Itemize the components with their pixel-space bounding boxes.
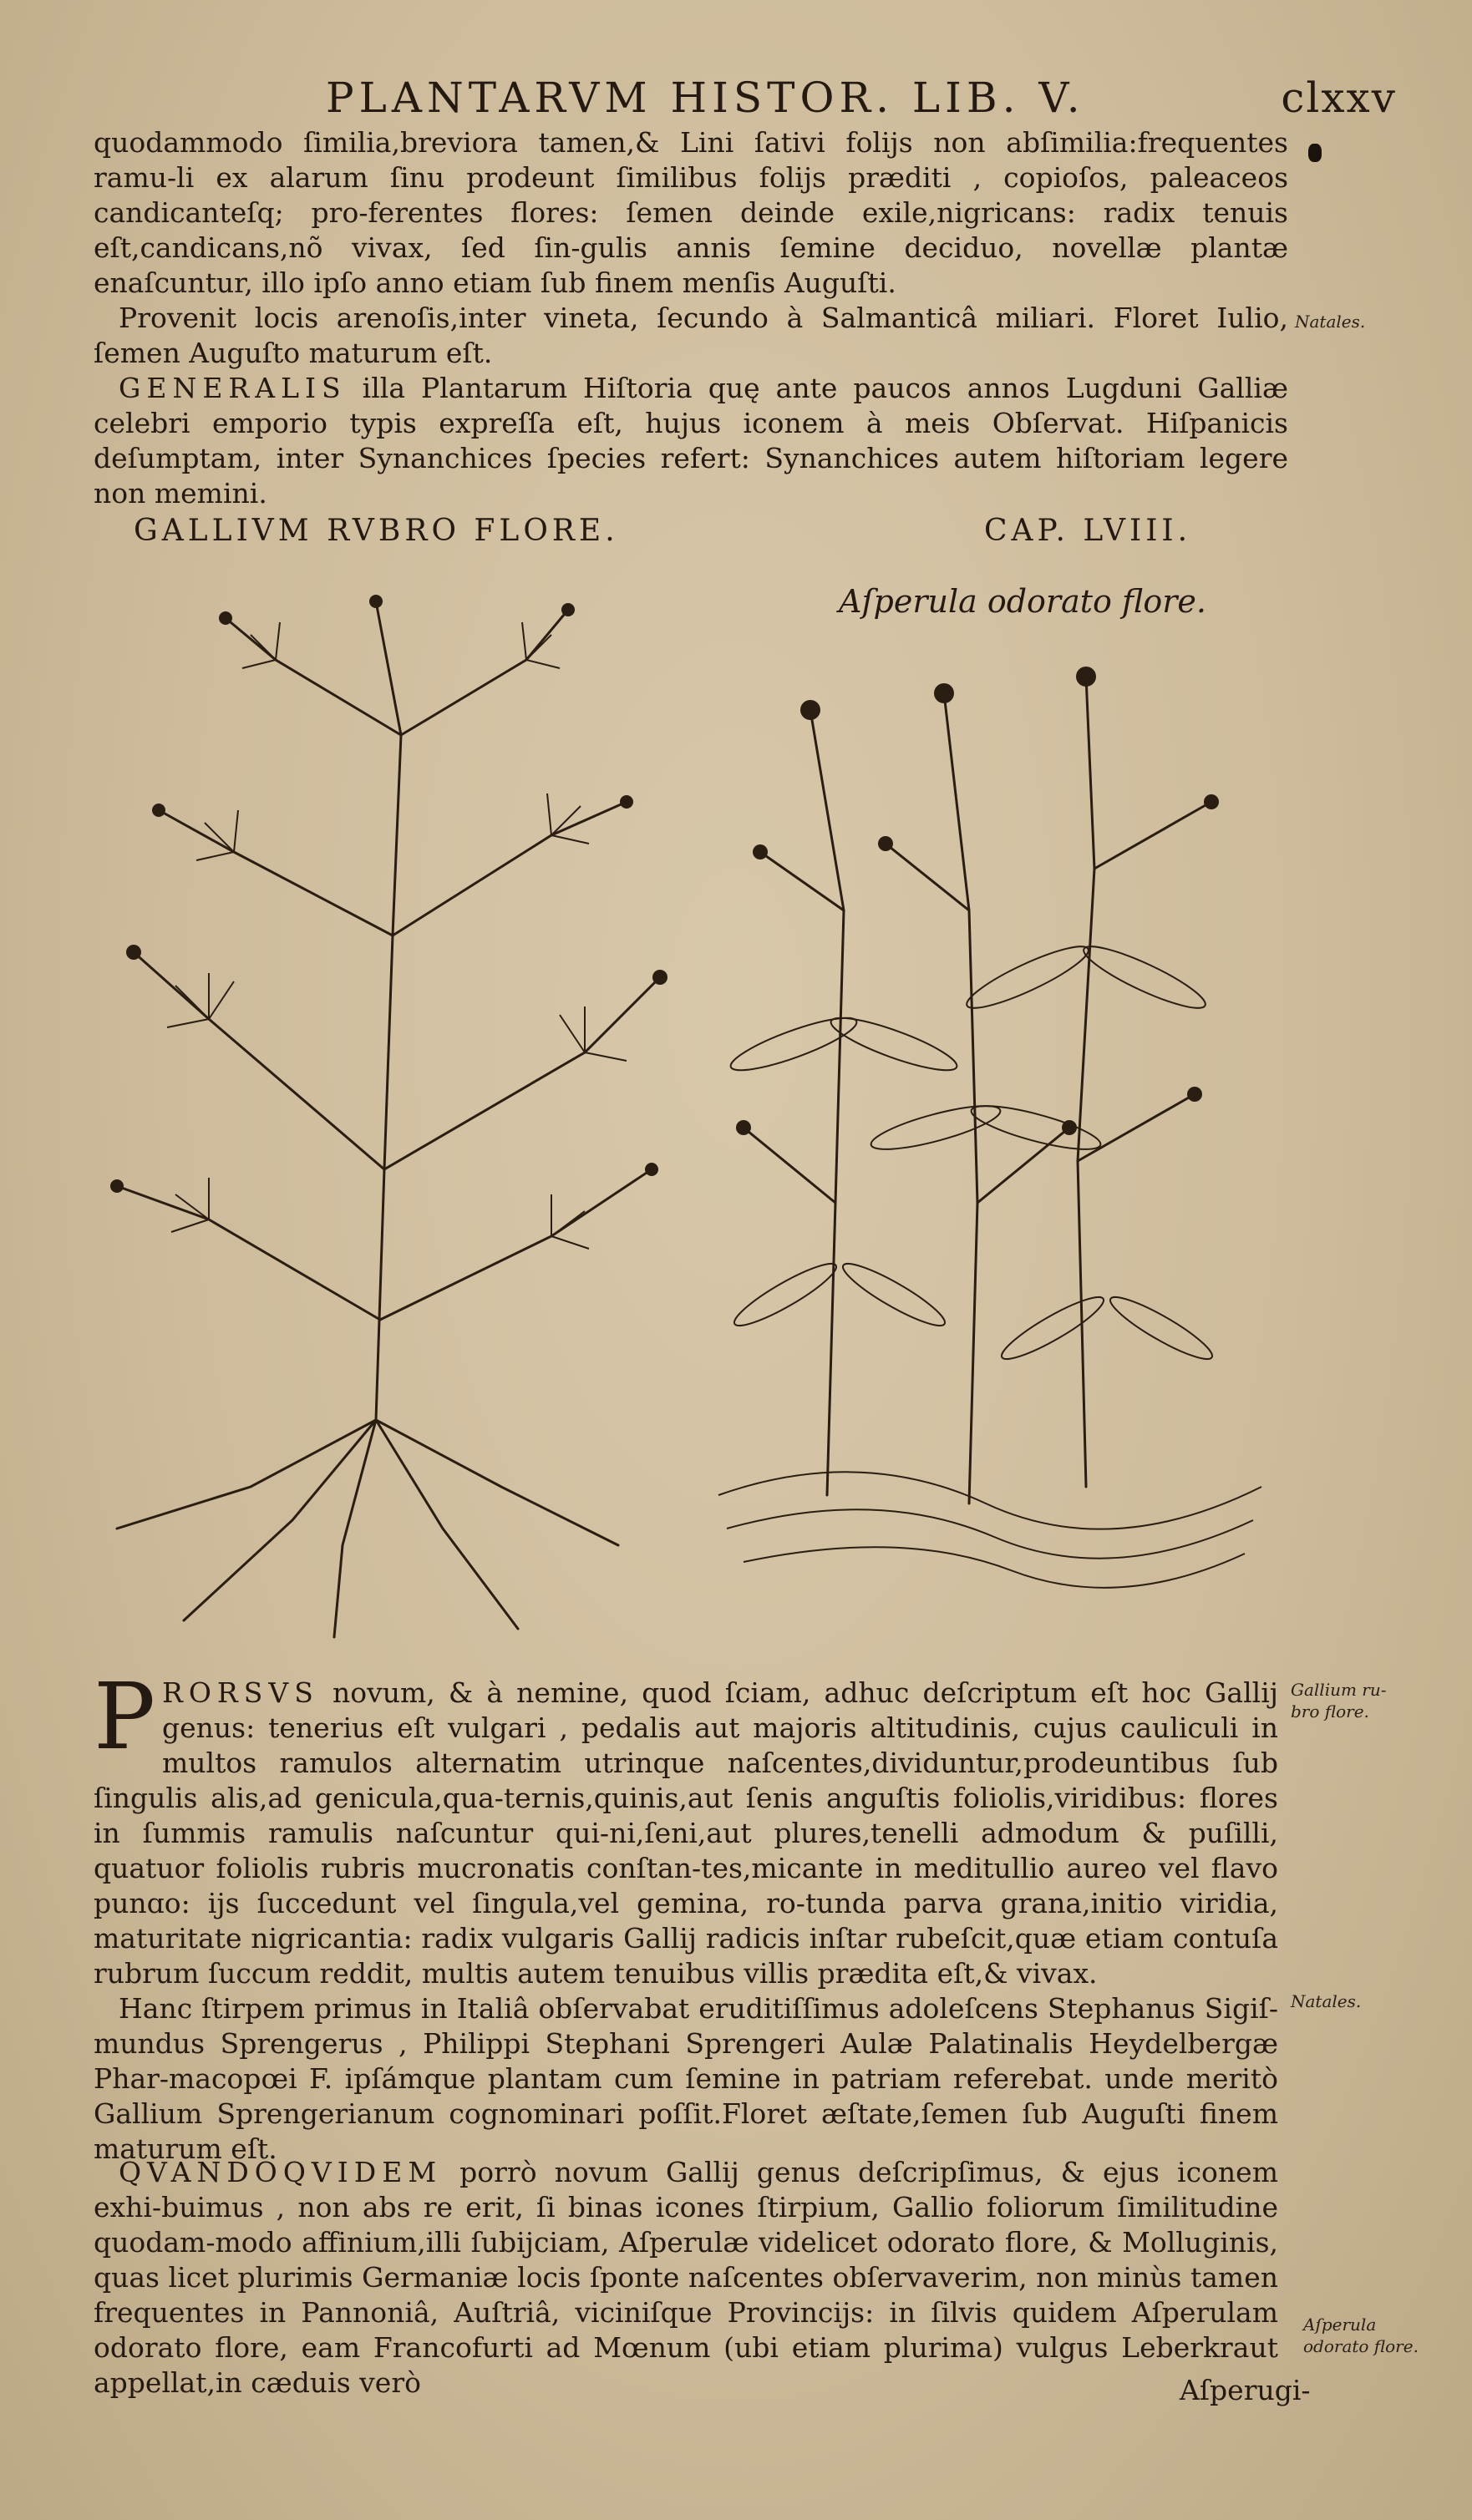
- paragraph-description: quodammodo ſimilia,breviora tamen,& Lini ſativi folijs non abſimilia:frequentes ramu-li ex alarum ſinu prodeunt ſimilibus folijs præditi , copioſos, paleaceos candicanteſq; pro-ferentes flores: ſemen deinde exile,nigricans: radix tenuis eſt,candicans,nõ vivax, ſed ſin-gulis annis ſemine deciduo, novellæ plantæ enaſcuntur, illo ipſo anno etiam ſub finem menſis Auguſti.: [94, 126, 1288, 299]
- margin-note-natales: Natales.: [1295, 312, 1366, 332]
- quandoquidem-lead: QVANDOQVIDEM: [119, 2156, 443, 2188]
- caption-asperula: Aſperula odorato flore.: [839, 583, 1206, 620]
- gallium-woodcut-illustration: [84, 585, 685, 1645]
- page-header: [84, 74, 1422, 124]
- running-head: PLANTARVM HISTOR. LIB. V.: [326, 74, 1085, 122]
- paragraph-prorsus: [94, 1663, 1278, 1991]
- quandoquidem-text: porrò novum Gallij genus deſcripſimus, & ejus iconem exhi-buimus , non abs re erit, ſi binas icones ſtirpium, Gallio foliorum ſimilitudine quodam-modo affinium,illi ſubijciam, Aſperulæ videlicet odorato flore, & Molluginis, quas licet plurimis Germaniæ locis ſponte naſcentes obſervaverim, non minùs tamen frequentes in Pannoniâ, Auſtriâ, viciniſque Provincijs: in ſilvis quidem Aſperulam odorato flore, eam Francofurti ad Mœnum (ubi etiam plurima) vulgus Leberkraut appellat,in cæduis verò: [94, 2156, 1278, 2399]
- asperula-woodcut-illustration: [693, 660, 1278, 1629]
- drop-cap-letter: P: [94, 1663, 156, 1770]
- catchword: Aſperugi-: [1180, 2374, 1311, 2406]
- margin-note-gallium: Gallium ru-bro flore.: [1291, 1680, 1387, 1721]
- top-text-block: [94, 125, 1288, 511]
- chapter-heading: CAP. LVIII.: [984, 514, 1192, 548]
- paragraph-generalis: [94, 371, 1288, 511]
- margin-note-natales-2: Natales.: [1291, 1991, 1362, 2011]
- prorsus-text: novum, & à nemine, quod ſciam, adhuc deſcriptum eſt hoc Gallij genus: tenerius eſt vulgari , pedalis aut majoris altitudinis, cujus cauliculi in multos ramulos alternatim utrinque naſcentes,dividuntur,prodeuntibus ſub ſingulis alis,ad genicula,qua-ternis,quinis,aut ſenis anguſtis foliolis,viridibus: flores in ſummis ramulis naſcuntur qui-ni,ſeni,aut plures,tenelli admodum & puſilli, quatuor foliolis rubris mucronatis conſtan-tes,micante in meditullio aureo vel flavo punɑo: ijs ſuccedunt vel ſingula,vel gemina, ro-tunda parva grana,initio viridia, maturitate nigricantia: radix vulgaris Gallij radicis inſtar rubeſcit,quæ etiam contuſa rubrum ſuccum reddit, multis autem tenuibus villis prædita eſt,& vivax.: [94, 1676, 1278, 1990]
- generalis-lead: GENERALIS: [119, 372, 347, 404]
- ink-spot: [1308, 144, 1322, 162]
- quandoquidem-text-block: [94, 2155, 1278, 2401]
- prorsus-lead: RORSVS: [162, 1676, 319, 1709]
- caption-gallium: GALLIVM RVBRO FLORE.: [134, 514, 619, 548]
- paragraph-provenit: Provenit locis arenoſis,inter vineta, ſecundo à Salmanticâ miliari. Floret Iulio, ſemen Auguſto maturum eſt.: [94, 302, 1288, 369]
- folio-number: clxxv: [1281, 74, 1397, 122]
- prorsus-text-block: [94, 1663, 1278, 2167]
- paragraph-quandoquidem: [94, 2155, 1278, 2401]
- paragraph-hanc: Hanc ſtirpem primus in Italiâ obſervabat eruditiſſimus adoleſcens Stephanus Sigiſ-mundus Sprengerus , Philippi Stephani Sprengeri Aulæ Palatinalis Heydelbergæ Phar-macopœi F. ipſámque plantam cum ſemine in patriam referebat. unde meritò Gallium Sprengerianum cognominari poſſit.Floret æſtate,ſemen ſub Auguſti finem maturum eſt.: [94, 1992, 1278, 2165]
- generalis-text: illa Plantarum Hiſtoria quę ante paucos annos Lugduni Galliæ celebri emporio typis expreſſa eſt, hujus iconem à meis Obſervat. Hiſpanicis deſumptam, inter Synanchices ſpecies refert: Synanchices autem hiſtoriam legere non memini.: [94, 372, 1288, 510]
- margin-note-asperula: Aſperula odorato flore.: [1303, 2315, 1419, 2356]
